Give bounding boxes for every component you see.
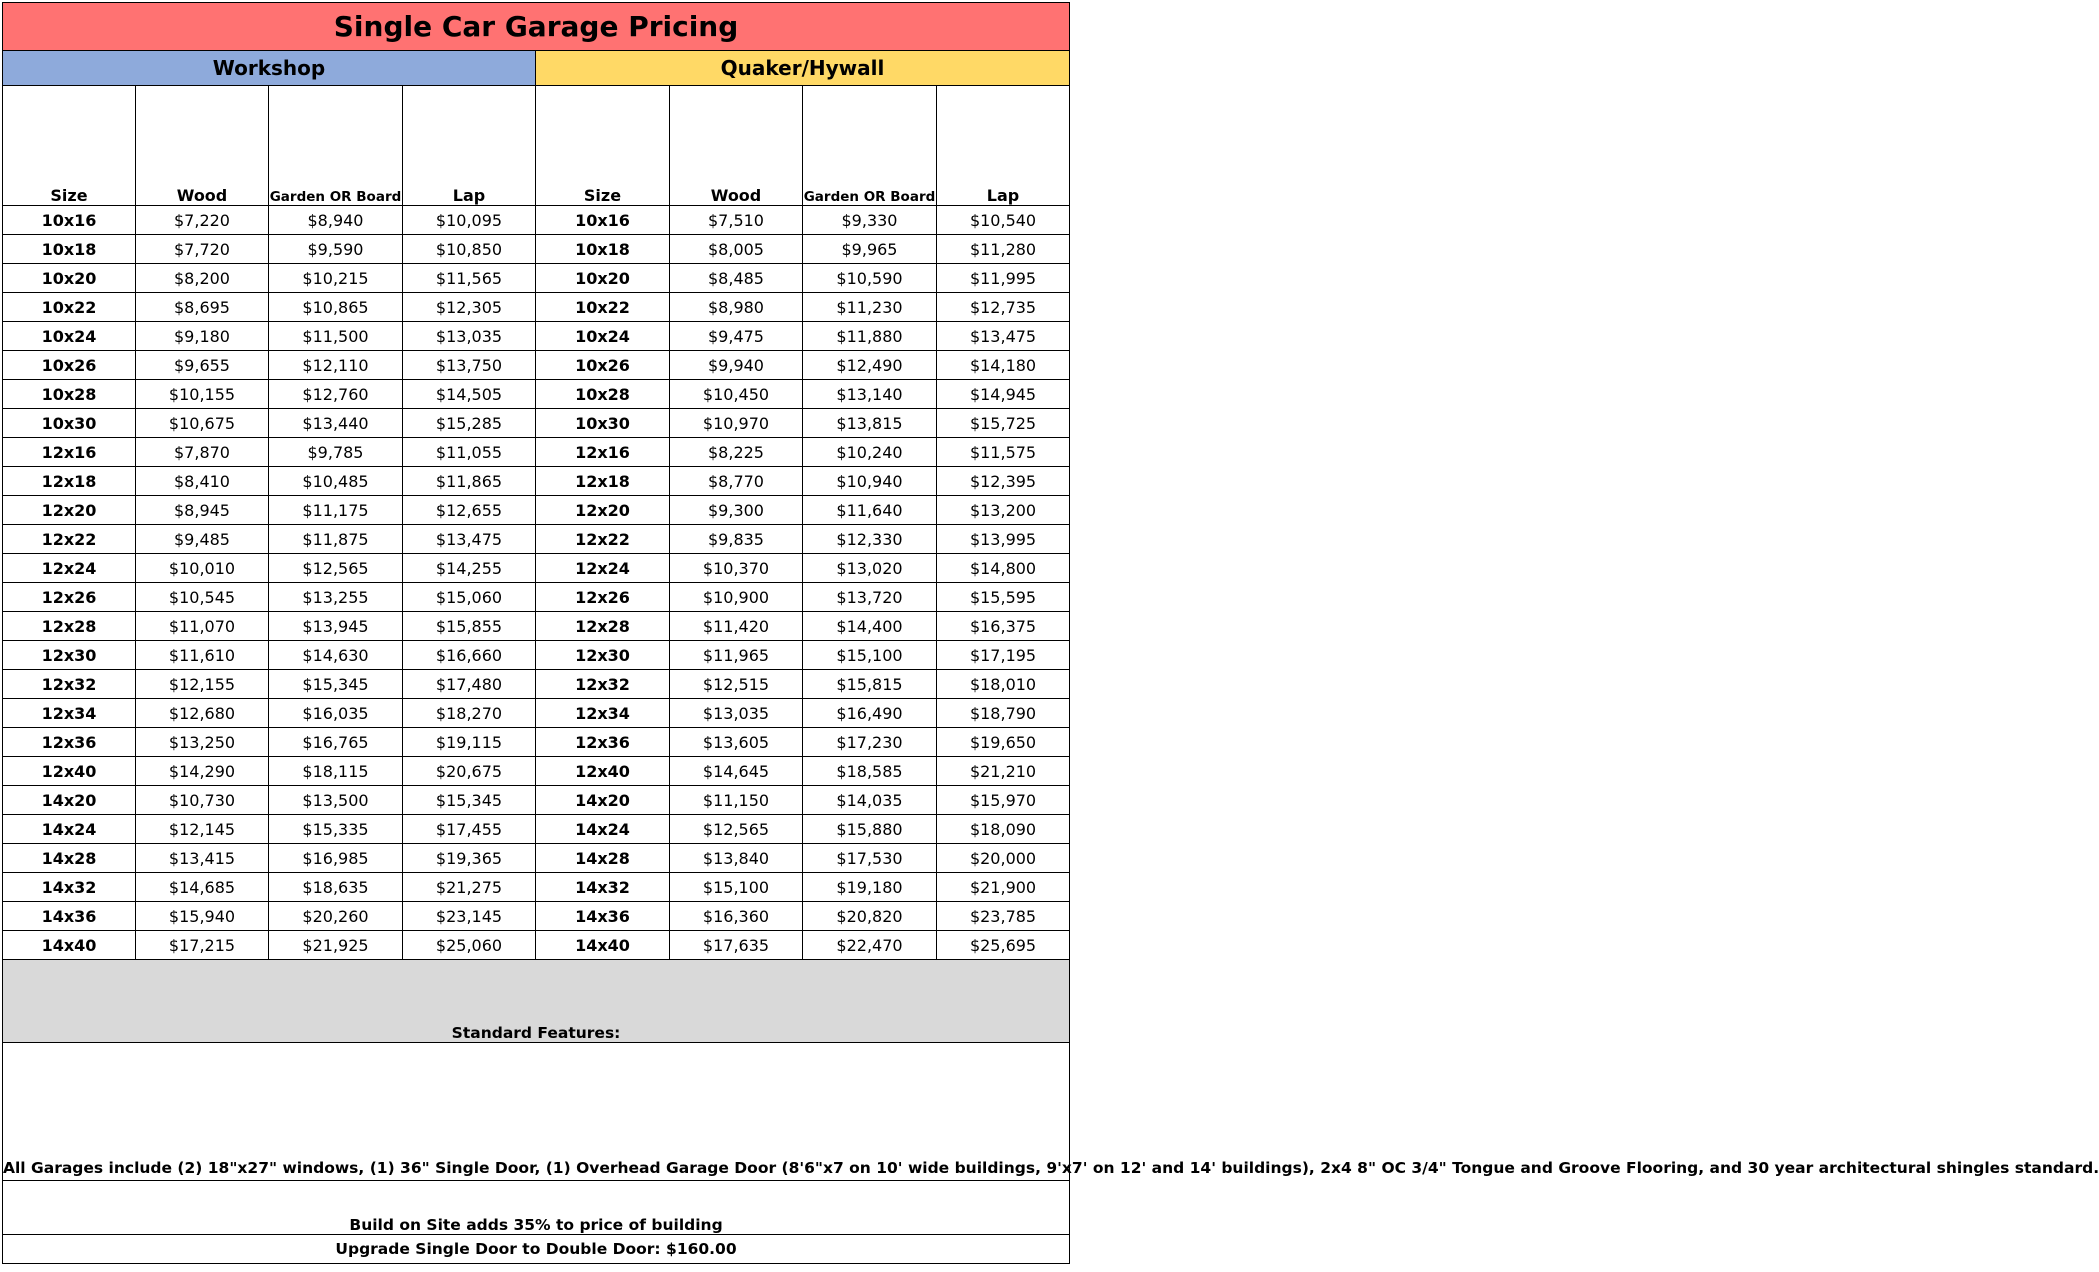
workshop-size-cell: 14x20 [3,786,136,815]
quaker-size-cell: 12x24 [536,554,670,583]
workshop-wood-cell: $12,680 [136,699,269,728]
workshop-size-cell: 10x20 [3,264,136,293]
workshop-garden-or-board-cell: $10,215 [269,264,403,293]
quaker-lap-cell: $14,180 [937,351,1070,380]
workshop-lap-cell: $12,305 [403,293,536,322]
quaker-garden-or-board-cell: $13,020 [803,554,937,583]
workshop-size-cell: 12x20 [3,496,136,525]
workshop-size-cell: 10x24 [3,322,136,351]
workshop-wood-cell: $9,485 [136,525,269,554]
workshop-garden-or-board-cell: $11,875 [269,525,403,554]
column-header-wood: Wood [670,86,803,206]
quaker-wood-cell: $9,940 [670,351,803,380]
quaker-lap-cell: $14,800 [937,554,1070,583]
workshop-garden-or-board-cell: $20,260 [269,902,403,931]
workshop-garden-or-board-cell: $12,110 [269,351,403,380]
table-row [3,467,1070,496]
column-header-size: Size [3,86,136,206]
table-row [3,699,1070,728]
workshop-wood-cell: $11,610 [136,641,269,670]
quaker-garden-or-board-cell: $17,230 [803,728,937,757]
quaker-lap-cell: $13,995 [937,525,1070,554]
quaker-lap-cell: $14,945 [937,380,1070,409]
workshop-lap-cell: $19,365 [403,844,536,873]
workshop-garden-or-board-cell: $18,635 [269,873,403,902]
workshop-wood-cell: $8,695 [136,293,269,322]
column-header-lap: Lap [937,86,1070,206]
workshop-lap-cell: $13,750 [403,351,536,380]
workshop-lap-cell: $23,145 [403,902,536,931]
quaker-size-cell: 10x28 [536,380,670,409]
quaker-wood-cell: $10,370 [670,554,803,583]
quaker-wood-cell: $11,965 [670,641,803,670]
workshop-size-cell: 10x16 [3,206,136,235]
table-row [3,351,1070,380]
quaker-wood-cell: $10,970 [670,409,803,438]
quaker-wood-cell: $12,565 [670,815,803,844]
workshop-wood-cell: $12,155 [136,670,269,699]
quaker-lap-cell: $13,200 [937,496,1070,525]
quaker-size-cell: 10x20 [536,264,670,293]
quaker-size-cell: 12x18 [536,467,670,496]
door-upgrade-note: Upgrade Single Door to Double Door: $160.00 [3,1235,1070,1264]
quaker-size-cell: 14x32 [536,873,670,902]
quaker-wood-cell: $8,980 [670,293,803,322]
workshop-garden-or-board-cell: $9,590 [269,235,403,264]
table-row [3,757,1070,786]
workshop-size-cell: 10x30 [3,409,136,438]
workshop-size-cell: 10x18 [3,235,136,264]
workshop-size-cell: 12x34 [3,699,136,728]
workshop-wood-cell: $10,675 [136,409,269,438]
workshop-wood-cell: $10,155 [136,380,269,409]
pricing-table [2,2,2099,1264]
quaker-garden-or-board-cell: $11,230 [803,293,937,322]
quaker-lap-cell: $25,695 [937,931,1070,960]
workshop-wood-cell: $8,945 [136,496,269,525]
workshop-wood-cell: $14,290 [136,757,269,786]
quaker-size-cell: 10x16 [536,206,670,235]
workshop-lap-cell: $11,055 [403,438,536,467]
quaker-wood-cell: $13,840 [670,844,803,873]
workshop-wood-cell: $15,940 [136,902,269,931]
quaker-garden-or-board-cell: $20,820 [803,902,937,931]
workshop-wood-cell: $11,070 [136,612,269,641]
workshop-garden-or-board-cell: $13,440 [269,409,403,438]
column-header-size: Size [536,86,670,206]
workshop-garden-or-board-cell: $21,925 [269,931,403,960]
quaker-lap-cell: $20,000 [937,844,1070,873]
workshop-lap-cell: $11,565 [403,264,536,293]
table-row [3,815,1070,844]
quaker-wood-cell: $8,485 [670,264,803,293]
quaker-size-cell: 14x28 [536,844,670,873]
quaker-wood-cell: $11,150 [670,786,803,815]
quaker-lap-cell: $23,785 [937,902,1070,931]
table-row [3,612,1070,641]
quaker-lap-cell: $15,595 [937,583,1070,612]
quaker-wood-cell: $11,420 [670,612,803,641]
quaker-lap-cell: $18,090 [937,815,1070,844]
workshop-size-cell: 12x22 [3,525,136,554]
workshop-wood-cell: $14,685 [136,873,269,902]
quaker-size-cell: 12x16 [536,438,670,467]
page-title: Single Car Garage Pricing [3,3,1070,51]
quaker-wood-cell: $8,770 [670,467,803,496]
quaker-garden-or-board-cell: $10,240 [803,438,937,467]
table-row [3,554,1070,583]
workshop-wood-cell: $13,415 [136,844,269,873]
quaker-garden-or-board-cell: $13,140 [803,380,937,409]
quaker-size-cell: 12x32 [536,670,670,699]
workshop-lap-cell: $12,655 [403,496,536,525]
workshop-garden-or-board-cell: $9,785 [269,438,403,467]
quaker-wood-cell: $9,835 [670,525,803,554]
quaker-wood-cell: $12,515 [670,670,803,699]
quaker-size-cell: 10x18 [536,235,670,264]
quaker-wood-cell: $9,475 [670,322,803,351]
workshop-size-cell: 14x36 [3,902,136,931]
workshop-garden-or-board-cell: $10,485 [269,467,403,496]
quaker-lap-cell: $18,790 [937,699,1070,728]
quaker-size-cell: 10x26 [536,351,670,380]
workshop-lap-cell: $15,060 [403,583,536,612]
quaker-garden-or-board-cell: $22,470 [803,931,937,960]
quaker-size-cell: 14x36 [536,902,670,931]
table-row [3,873,1070,902]
quaker-garden-or-board-cell: $10,940 [803,467,937,496]
workshop-size-cell: 12x40 [3,757,136,786]
quaker-wood-cell: $8,225 [670,438,803,467]
quaker-lap-cell: $17,195 [937,641,1070,670]
table-row [3,322,1070,351]
workshop-garden-or-board-cell: $10,865 [269,293,403,322]
workshop-wood-cell: $17,215 [136,931,269,960]
quaker-wood-cell: $8,005 [670,235,803,264]
workshop-wood-cell: $9,655 [136,351,269,380]
quaker-garden-or-board-cell: $13,720 [803,583,937,612]
workshop-lap-cell: $21,275 [403,873,536,902]
table-row [3,496,1070,525]
workshop-size-cell: 14x28 [3,844,136,873]
quaker-lap-cell: $12,735 [937,293,1070,322]
quaker-lap-cell: $10,540 [937,206,1070,235]
workshop-wood-cell: $10,730 [136,786,269,815]
workshop-garden-or-board-cell: $13,500 [269,786,403,815]
quaker-garden-or-board-cell: $14,400 [803,612,937,641]
table-row [3,786,1070,815]
workshop-garden-or-board-cell: $15,345 [269,670,403,699]
column-header-garden-or-board: Garden OR Board [269,86,403,206]
workshop-size-cell: 14x24 [3,815,136,844]
table-row [3,525,1070,554]
workshop-garden-or-board-cell: $18,115 [269,757,403,786]
quaker-garden-or-board-cell: $18,585 [803,757,937,786]
workshop-lap-cell: $13,475 [403,525,536,554]
workshop-lap-cell: $13,035 [403,322,536,351]
quaker-garden-or-board-cell: $15,815 [803,670,937,699]
workshop-garden-or-board-cell: $16,035 [269,699,403,728]
table-row [3,844,1070,873]
table-row [3,641,1070,670]
quaker-garden-or-board-cell: $16,490 [803,699,937,728]
workshop-lap-cell: $17,480 [403,670,536,699]
quaker-garden-or-board-cell: $13,815 [803,409,937,438]
workshop-wood-cell: $10,010 [136,554,269,583]
quaker-size-cell: 14x20 [536,786,670,815]
quaker-garden-or-board-cell: $12,490 [803,351,937,380]
quaker-lap-cell: $21,900 [937,873,1070,902]
workshop-garden-or-board-cell: $11,175 [269,496,403,525]
table-row [3,206,1070,235]
quaker-size-cell: 12x40 [536,757,670,786]
quaker-garden-or-board-cell: $15,880 [803,815,937,844]
standard-features-label: Standard Features: [3,960,1070,1043]
workshop-lap-cell: $25,060 [403,931,536,960]
workshop-lap-cell: $15,345 [403,786,536,815]
workshop-wood-cell: $8,410 [136,467,269,496]
quaker-wood-cell: $13,035 [670,699,803,728]
quaker-lap-cell: $12,395 [937,467,1070,496]
workshop-lap-cell: $17,455 [403,815,536,844]
quaker-wood-cell: $15,100 [670,873,803,902]
column-header-wood: Wood [136,86,269,206]
workshop-size-cell: 12x30 [3,641,136,670]
table-row [3,902,1070,931]
quaker-lap-cell: $13,475 [937,322,1070,351]
workshop-lap-cell: $18,270 [403,699,536,728]
quaker-garden-or-board-cell: $14,035 [803,786,937,815]
workshop-lap-cell: $10,850 [403,235,536,264]
workshop-wood-cell: $10,545 [136,583,269,612]
quaker-size-cell: 12x34 [536,699,670,728]
workshop-size-cell: 14x32 [3,873,136,902]
workshop-garden-or-board-cell: $16,765 [269,728,403,757]
workshop-lap-cell: $10,095 [403,206,536,235]
workshop-wood-cell: $8,200 [136,264,269,293]
build-on-site-note: Build on Site adds 35% to price of building [3,1181,1070,1235]
workshop-wood-cell: $7,870 [136,438,269,467]
workshop-size-cell: 12x36 [3,728,136,757]
quaker-lap-cell: $15,970 [937,786,1070,815]
quaker-wood-cell: $16,360 [670,902,803,931]
quaker-garden-or-board-cell: $19,180 [803,873,937,902]
quaker-size-cell: 10x24 [536,322,670,351]
workshop-garden-or-board-cell: $12,760 [269,380,403,409]
column-header-garden-or-board: Garden OR Board [803,86,937,206]
workshop-garden-or-board-cell: $11,500 [269,322,403,351]
table-row [3,583,1070,612]
workshop-wood-cell: $12,145 [136,815,269,844]
workshop-size-cell: 12x32 [3,670,136,699]
workshop-lap-cell: $15,855 [403,612,536,641]
quaker-size-cell: 12x26 [536,583,670,612]
workshop-size-cell: 12x16 [3,438,136,467]
workshop-garden-or-board-cell: $13,255 [269,583,403,612]
workshop-lap-cell: $14,255 [403,554,536,583]
table-row [3,409,1070,438]
quaker-wood-cell: $10,900 [670,583,803,612]
group-header-quaker-hywall: Quaker/Hywall [536,51,1070,86]
quaker-lap-cell: $21,210 [937,757,1070,786]
quaker-garden-or-board-cell: $10,590 [803,264,937,293]
quaker-size-cell: 12x30 [536,641,670,670]
quaker-lap-cell: $15,725 [937,409,1070,438]
workshop-lap-cell: $20,675 [403,757,536,786]
quaker-wood-cell: $10,450 [670,380,803,409]
workshop-lap-cell: $14,505 [403,380,536,409]
workshop-lap-cell: $16,660 [403,641,536,670]
workshop-wood-cell: $9,180 [136,322,269,351]
table-row [3,670,1070,699]
table-row [3,264,1070,293]
table-row [3,728,1070,757]
quaker-size-cell: 12x20 [536,496,670,525]
group-header-workshop: Workshop [3,51,536,86]
workshop-size-cell: 12x18 [3,467,136,496]
workshop-size-cell: 14x40 [3,931,136,960]
quaker-lap-cell: $11,995 [937,264,1070,293]
quaker-lap-cell: $16,375 [937,612,1070,641]
workshop-lap-cell: $11,865 [403,467,536,496]
quaker-lap-cell: $11,280 [937,235,1070,264]
quaker-garden-or-board-cell: $15,100 [803,641,937,670]
table-row [3,931,1070,960]
table-row [3,235,1070,264]
standard-features-text: All Garages include (2) 18"x27" windows, (1) 36" Single Door, (1) Overhead Garage Door (8'6"x7 on 10' wide buildings, 9'x7' on 12' and 14' buildings), 2x4 8" OC 3/4" Tongue and Groove Flooring, and 30 year architectural shingles standard. [3,1043,1070,1181]
workshop-garden-or-board-cell: $8,940 [269,206,403,235]
quaker-lap-cell: $11,575 [937,438,1070,467]
workshop-size-cell: 10x26 [3,351,136,380]
quaker-size-cell: 10x30 [536,409,670,438]
table-row [3,293,1070,322]
quaker-garden-or-board-cell: $9,330 [803,206,937,235]
workshop-size-cell: 12x26 [3,583,136,612]
workshop-garden-or-board-cell: $12,565 [269,554,403,583]
column-header-lap: Lap [403,86,536,206]
quaker-garden-or-board-cell: $11,640 [803,496,937,525]
workshop-size-cell: 10x22 [3,293,136,322]
table-row [3,438,1070,467]
quaker-size-cell: 14x24 [536,815,670,844]
workshop-size-cell: 10x28 [3,380,136,409]
workshop-garden-or-board-cell: $13,945 [269,612,403,641]
workshop-wood-cell: $7,720 [136,235,269,264]
workshop-garden-or-board-cell: $15,335 [269,815,403,844]
quaker-garden-or-board-cell: $17,530 [803,844,937,873]
workshop-size-cell: 12x24 [3,554,136,583]
workshop-lap-cell: $19,115 [403,728,536,757]
workshop-wood-cell: $7,220 [136,206,269,235]
quaker-garden-or-board-cell: $9,965 [803,235,937,264]
quaker-size-cell: 12x28 [536,612,670,641]
workshop-garden-or-board-cell: $14,630 [269,641,403,670]
quaker-size-cell: 10x22 [536,293,670,322]
workshop-lap-cell: $15,285 [403,409,536,438]
workshop-size-cell: 12x28 [3,612,136,641]
quaker-wood-cell: $17,635 [670,931,803,960]
quaker-size-cell: 12x36 [536,728,670,757]
quaker-lap-cell: $19,650 [937,728,1070,757]
workshop-garden-or-board-cell: $16,985 [269,844,403,873]
quaker-garden-or-board-cell: $11,880 [803,322,937,351]
table-row [3,380,1070,409]
quaker-wood-cell: $14,645 [670,757,803,786]
workshop-wood-cell: $13,250 [136,728,269,757]
quaker-wood-cell: $13,605 [670,728,803,757]
quaker-lap-cell: $18,010 [937,670,1070,699]
quaker-wood-cell: $7,510 [670,206,803,235]
quaker-garden-or-board-cell: $12,330 [803,525,937,554]
quaker-size-cell: 14x40 [536,931,670,960]
quaker-size-cell: 12x22 [536,525,670,554]
quaker-wood-cell: $9,300 [670,496,803,525]
